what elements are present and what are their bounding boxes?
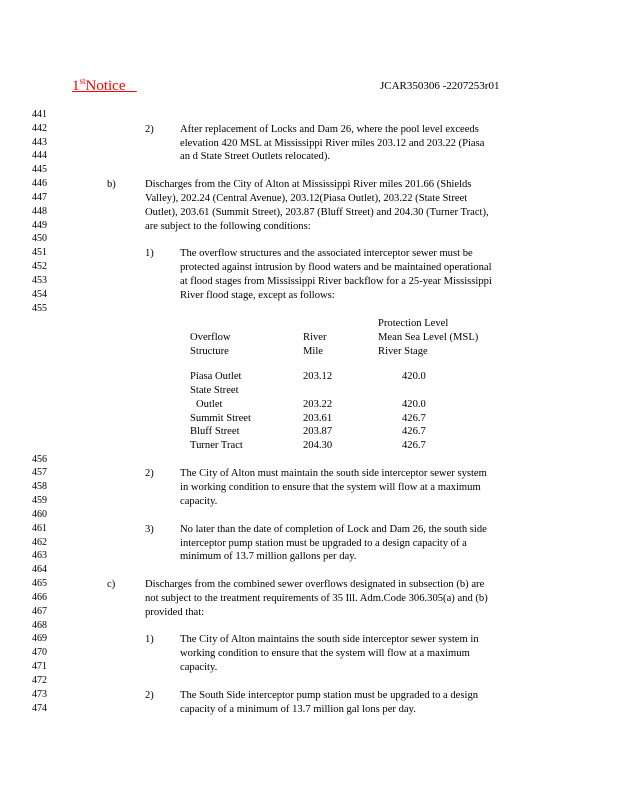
table-header: River Stage bbox=[378, 346, 428, 357]
section-marker: c) bbox=[107, 579, 116, 590]
line-number: 463 bbox=[32, 550, 47, 561]
item-marker: 2) bbox=[145, 468, 154, 479]
paragraph-line: No later than the date of completion of Lock and Dam 26, the south side bbox=[180, 524, 487, 535]
notice-label bbox=[72, 76, 137, 95]
notice-suffix: st bbox=[79, 76, 86, 86]
table-cell: 203.22 bbox=[303, 399, 333, 410]
line-number: 444 bbox=[32, 150, 47, 161]
table-cell: 420.0 bbox=[402, 371, 426, 382]
paragraph-line: not subject to the treatment requirements of 35 Ill. Adm.Code 306.305(a) and (b) bbox=[145, 593, 488, 604]
table-cell: 426.7 bbox=[402, 440, 426, 451]
paragraph-line: capacity. bbox=[180, 662, 218, 673]
line-number: 457 bbox=[32, 467, 47, 478]
line-number: 458 bbox=[32, 481, 47, 492]
table-cell: 203.87 bbox=[303, 426, 333, 437]
table-header: Structure bbox=[190, 346, 229, 357]
line-number: 467 bbox=[32, 606, 47, 617]
document-code: JCAR350306 -2207253r01 bbox=[380, 80, 500, 92]
line-number: 460 bbox=[32, 509, 47, 520]
table-cell: 203.12 bbox=[303, 371, 333, 382]
line-number: 473 bbox=[32, 689, 47, 700]
line-number: 459 bbox=[32, 495, 47, 506]
line-number: 455 bbox=[32, 303, 47, 314]
table-cell: Turner Tract bbox=[190, 440, 243, 451]
line-number: 446 bbox=[32, 178, 47, 189]
table-header: River bbox=[303, 332, 327, 343]
line-number: 471 bbox=[32, 661, 47, 672]
table-cell: Bluff Street bbox=[190, 426, 240, 437]
line-number: 472 bbox=[32, 675, 47, 686]
line-number: 451 bbox=[32, 247, 47, 258]
table-cell: 203.61 bbox=[303, 413, 333, 424]
table-header: Overflow bbox=[190, 332, 231, 343]
paragraph-line: The City of Alton maintains the south side interceptor sewer system in bbox=[180, 634, 479, 645]
paragraph-line: Outlet), 203.61 (Summit Street), 203.87 (Bluff Street) and 204.30 (Turner Tract), bbox=[145, 207, 489, 218]
item-marker: 1) bbox=[145, 634, 154, 645]
table-cell: 420.0 bbox=[402, 399, 426, 410]
paragraph-line: minimum of 13.7 million gallons per day. bbox=[180, 551, 357, 562]
paragraph-line: Valley), 202.24 (Central Avenue), 203.12(Piasa Outlet), 203.22 (State Street bbox=[145, 193, 468, 204]
paragraph-line: provided that: bbox=[145, 607, 205, 618]
line-number: 474 bbox=[32, 703, 47, 714]
line-number: 470 bbox=[32, 647, 47, 658]
line-number: 454 bbox=[32, 289, 47, 300]
table-header: Protection Level bbox=[378, 318, 449, 329]
paragraph-line: Discharges from the City of Alton at Mississippi River miles 201.66 (Shields bbox=[145, 179, 472, 190]
paragraph-line: capacity. bbox=[180, 496, 218, 507]
paragraph-line: in working condition to ensure that the system will flow at a maximum bbox=[180, 482, 481, 493]
notice-word: Notice bbox=[85, 78, 126, 94]
paragraph-line: protected against intrusion by flood waters and be maintained operational bbox=[180, 262, 492, 273]
line-number: 453 bbox=[32, 275, 47, 286]
line-number: 469 bbox=[32, 633, 47, 644]
paragraph-line: The South Side interceptor pump station must be upgraded to a design bbox=[180, 690, 479, 701]
paragraph-line: at flood stages from Mississippi River backflow for a 25-year Mississippi bbox=[180, 276, 492, 287]
table-cell: 426.7 bbox=[402, 426, 426, 437]
table-header: Mean Sea Level (MSL) bbox=[378, 332, 479, 343]
line-number: 447 bbox=[32, 192, 47, 203]
line-number: 456 bbox=[32, 454, 47, 465]
paragraph-line: working condition to ensure that the system will flow at a maximum bbox=[180, 648, 470, 659]
table-header: Mile bbox=[303, 346, 324, 357]
line-number: 449 bbox=[32, 220, 47, 231]
line-number: 443 bbox=[32, 137, 47, 148]
item-marker: 2) bbox=[145, 690, 154, 701]
table-cell: Summit Street bbox=[190, 413, 251, 424]
line-number: 466 bbox=[32, 592, 47, 603]
paragraph-line: interceptor pump station must be upgraded to a design capacity of a bbox=[180, 538, 467, 549]
table-cell: Piasa Outlet bbox=[190, 371, 242, 382]
line-number: 450 bbox=[32, 233, 47, 244]
paragraph-line: are subject to the following conditions: bbox=[145, 221, 311, 232]
item-marker: 1) bbox=[145, 248, 154, 259]
paragraph-line: The City of Alton must maintain the south side interceptor sewer system bbox=[180, 468, 487, 479]
line-number: 442 bbox=[32, 123, 47, 134]
line-number: 452 bbox=[32, 261, 47, 272]
line-number: 441 bbox=[32, 109, 47, 120]
item-marker: 2) bbox=[145, 124, 154, 135]
table-cell: Outlet bbox=[196, 399, 223, 410]
line-number: 465 bbox=[32, 578, 47, 589]
paragraph-line: Discharges from the combined sewer overflows designated in subsection (b) are bbox=[145, 579, 485, 590]
line-number: 461 bbox=[32, 523, 47, 534]
section-marker: b) bbox=[107, 179, 116, 190]
paragraph-line: River flood stage, except as follows: bbox=[180, 290, 335, 301]
paragraph-line: After replacement of Locks and Dam 26, where the pool level exceeds bbox=[180, 124, 479, 135]
table-cell: 426.7 bbox=[402, 413, 426, 424]
line-number: 448 bbox=[32, 206, 47, 217]
line-number: 464 bbox=[32, 564, 47, 575]
paragraph-line: an d State Street Outlets relocated). bbox=[180, 151, 331, 162]
line-number: 462 bbox=[32, 537, 47, 548]
table-cell: 204.30 bbox=[303, 440, 333, 451]
notice-number: 1 bbox=[72, 78, 80, 94]
paragraph-line: The overflow structures and the associated interceptor sewer must be bbox=[180, 248, 473, 259]
line-number: 468 bbox=[32, 620, 47, 631]
table-cell: State Street bbox=[190, 385, 239, 396]
item-marker: 3) bbox=[145, 524, 154, 535]
paragraph-line: elevation 420 MSL at Mississippi River miles 203.12 and 203.22 (Piasa bbox=[180, 138, 485, 149]
line-number: 445 bbox=[32, 164, 47, 175]
paragraph-line: capacity of a minimum of 13.7 million gal lons per day. bbox=[180, 704, 416, 715]
